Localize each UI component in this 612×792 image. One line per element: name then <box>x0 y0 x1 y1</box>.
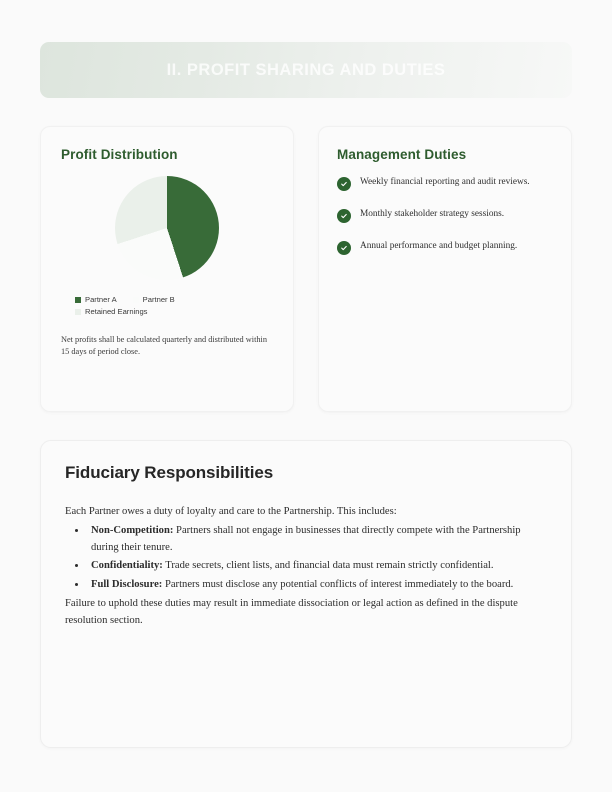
fiduciary-bullet-list <box>65 522 547 593</box>
management-duty-item <box>337 176 553 191</box>
section-banner <box>40 42 572 98</box>
legend-swatch-partner-a <box>75 297 81 303</box>
top-cards-row <box>40 126 572 412</box>
check-circle-icon <box>337 209 351 223</box>
fiduciary-outro: Failure to uphold these duties may result in immediate dissociation or legal action as defined in the dispute resolution section. <box>65 597 518 626</box>
legend-item-retained-earnings <box>75 306 147 318</box>
fiduciary-bullet-term: Confidentiality: <box>91 560 163 572</box>
fiduciary-bullet-text: Trade secrets, client lists, and financial data must remain strictly confidential. <box>162 560 494 572</box>
management-duty-text: Weekly financial reporting and audit reviews. <box>360 177 530 187</box>
check-circle-icon <box>337 177 351 191</box>
fiduciary-bullet-term: Full Disclosure: <box>91 578 163 590</box>
management-duty-text: Monthly stakeholder strategy sessions. <box>360 209 505 219</box>
legend-item-partner-b <box>133 294 175 306</box>
management-duty-text: Annual performance and budget planning. <box>360 241 518 251</box>
fiduciary-bullet-text: Partners shall not engage in businesses that directly compete with the Partnership during their tenure. <box>91 525 521 554</box>
legend-swatch-retained-earnings <box>75 309 81 315</box>
management-duty-item <box>337 208 553 223</box>
legend-row-top <box>75 294 273 306</box>
profit-distribution-card <box>40 126 294 412</box>
legend-label-retained-earnings: Retained Earnings <box>85 306 148 316</box>
profit-distribution-note: Net profits shall be calculated quarterly and distributed within 15 days of period close. <box>61 334 267 356</box>
legend-label-partner-b: Partner B <box>142 295 175 304</box>
fiduciary-intro: Each Partner owes a duty of loyalty and care to the Partnership. This includes: <box>65 506 397 517</box>
fiduciary-bullet-term: Non-Competition: <box>91 525 174 537</box>
check-circle-icon <box>337 241 351 255</box>
management-duties-card <box>318 126 572 412</box>
legend-item-partner-a <box>75 294 117 306</box>
fiduciary-responsibilities-card <box>40 440 572 748</box>
fiduciary-heading: Fiduciary Responsibilities <box>65 463 274 482</box>
pie-chart-container <box>61 176 273 280</box>
fiduciary-body <box>65 503 547 629</box>
profit-distribution-pie-chart <box>115 176 219 280</box>
section-banner-title: II. PROFIT SHARING AND DUTIES <box>166 60 446 79</box>
fiduciary-bullet <box>87 557 547 574</box>
legend-row-bottom <box>75 306 273 318</box>
legend-label-partner-a: Partner A <box>85 295 117 304</box>
fiduciary-bullet <box>87 522 547 556</box>
fiduciary-bullet-text: Partners must disclose any potential conflicts of interest immediately to the board. <box>162 578 514 590</box>
management-duties-list <box>337 176 553 255</box>
pie-chart-legend <box>61 294 273 318</box>
fiduciary-bullet <box>87 576 547 593</box>
legend-swatch-partner-b <box>133 297 139 303</box>
profit-distribution-heading: Profit Distribution <box>61 147 178 162</box>
management-duties-heading: Management Duties <box>337 147 467 162</box>
management-duty-item <box>337 240 553 255</box>
